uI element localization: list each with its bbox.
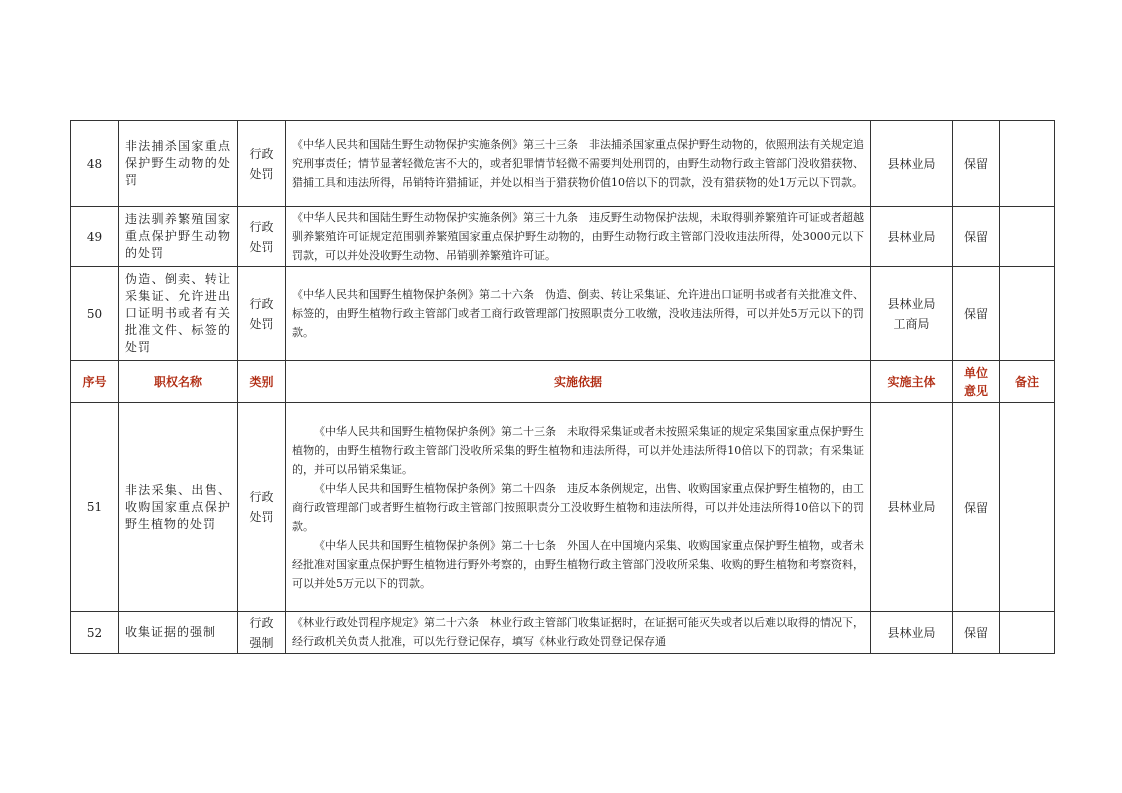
unit-opinion: 保留	[953, 612, 1000, 654]
basis-paragraph: 《中华人民共和国陆生野生动物保护实施条例》第三十三条 非法捕杀国家重点保护野生动物的，依照刑法有关规定追究刑事责任；情节显著轻微危害不大的，或者犯罪情节轻微不需要判处刑罚的，由野生动物行政主管部门没收猎获物、猎捕工具和违法所得，吊销特许猎捕证，并处以相当于猎获物价值10倍以下的罚款，没有猎获物的处1万元以下罚款。	[292, 138, 864, 189]
basis-paragraph: 《林业行政处罚程序规定》第二十六条 林业行政主管部门收集证据时，在证据可能灭失或者以后难以取得的情况下，经行政机关负责人批准，可以先行登记保存，填写《林业行政处罚登记保存通	[292, 615, 864, 648]
unit-opinion: 保留	[953, 121, 1000, 207]
remark-cell	[1000, 612, 1055, 654]
basis-paragraph: 《中华人民共和国野生植物保护条例》第二十四条 违反本条例规定，出售、收购国家重点保护野生植物的，由工商行政管理部门或者野生植物行政主管部门按照职责分工没收野生植物和违法所得，可以并处违法所得10倍以下的罚款。	[292, 481, 864, 533]
basis-paragraph: 《中华人民共和国野生植物保护条例》第二十七条 外国人在中国境内采集、收购国家重点保护野生植物，或者未经批准对国家重点保护野生植物进行野外考察的，由野生植物行政主管部门没收所采集、收购的野生植物和考察资料，可以并处5万元以下的罚款。	[292, 538, 864, 590]
remark-cell	[1000, 121, 1055, 207]
remark-cell	[1000, 403, 1055, 612]
implementation-basis	[286, 121, 871, 207]
unit-opinion: 保留	[953, 267, 1000, 361]
row-number: 48	[71, 121, 119, 207]
implementing-body: 县林业局	[871, 121, 953, 207]
authority-name: 违法驯养繁殖国家重点保护野生动物的处罚	[119, 207, 238, 267]
basis-paragraph: 《中华人民共和国陆生野生动物保护实施条例》第三十九条 违反野生动物保护法规，未取得驯养繁殖许可证或者超越驯养繁殖许可证规定范围驯养繁殖国家重点保护野生动物的，由野生动物行政主管部门没收违法所得，处3000元以下罚款，可以并处没收野生动物、吊销驯养繁殖许可证。	[292, 211, 864, 262]
unit-opinion: 保留	[953, 207, 1000, 267]
implementation-basis	[286, 267, 871, 361]
implementation-basis	[286, 403, 871, 612]
authority-category: 行政处罚	[238, 267, 286, 361]
remark-cell	[1000, 267, 1055, 361]
col-header-category: 类别	[238, 361, 286, 403]
table-row	[71, 207, 1055, 267]
authority-category: 行政处罚	[238, 121, 286, 207]
authority-name: 收集证据的强制	[119, 612, 238, 654]
table-row	[71, 267, 1055, 361]
authority-category: 行政处罚	[238, 403, 286, 612]
implementing-body: 县林业局	[871, 612, 953, 654]
col-header-opinion: 单位意见	[953, 361, 1000, 403]
authority-category: 行政处罚	[238, 207, 286, 267]
row-number: 51	[71, 403, 119, 612]
authority-name: 非法捕杀国家重点保护野生动物的处罚	[119, 121, 238, 207]
authority-name: 伪造、倒卖、转让采集证、允许进出口证明书或者有关批准文件、标签的处罚	[119, 267, 238, 361]
col-header-name: 职权名称	[119, 361, 238, 403]
col-header-body: 实施主体	[871, 361, 953, 403]
row-number: 52	[71, 612, 119, 654]
header-row	[71, 361, 1055, 403]
row-number: 50	[71, 267, 119, 361]
implementation-basis	[286, 612, 871, 654]
remark-cell	[1000, 207, 1055, 267]
table-row	[71, 121, 1055, 207]
basis-paragraph: 《中华人民共和国野生植物保护条例》第二十三条 未取得采集证或者未按照采集证的规定采集国家重点保护野生植物的，由野生植物行政主管部门没收所采集的野生植物和违法所得，可以并处违法所得10倍以下的罚款；有采集证的，并可以吊销采集证。	[292, 424, 864, 476]
table-body	[71, 121, 1055, 654]
implementing-body: 县林业局	[871, 403, 953, 612]
implementing-body: 县林业局	[871, 207, 953, 267]
col-header-no: 序号	[71, 361, 119, 403]
basis-paragraph: 《中华人民共和国野生植物保护条例》第二十六条 伪造、倒卖、转让采集证、允许进出口证明书或者有关批准文件、标签的，由野生植物行政主管部门或者工商行政管理部门按照职责分工收缴，没收违法所得，可以并处5万元以下的罚款。	[292, 288, 864, 339]
implementing-body: 县林业局 工商局	[871, 267, 953, 361]
implementation-basis	[286, 207, 871, 267]
power-list-table	[70, 120, 1055, 654]
col-header-basis: 实施依据	[286, 361, 871, 403]
table-row	[71, 612, 1055, 654]
unit-opinion: 保留	[953, 403, 1000, 612]
authority-name: 非法采集、出售、收购国家重点保护野生植物的处罚	[119, 403, 238, 612]
row-number: 49	[71, 207, 119, 267]
authority-category: 行政强制	[238, 612, 286, 654]
table-row	[71, 403, 1055, 612]
col-header-remark: 备注	[1000, 361, 1055, 403]
